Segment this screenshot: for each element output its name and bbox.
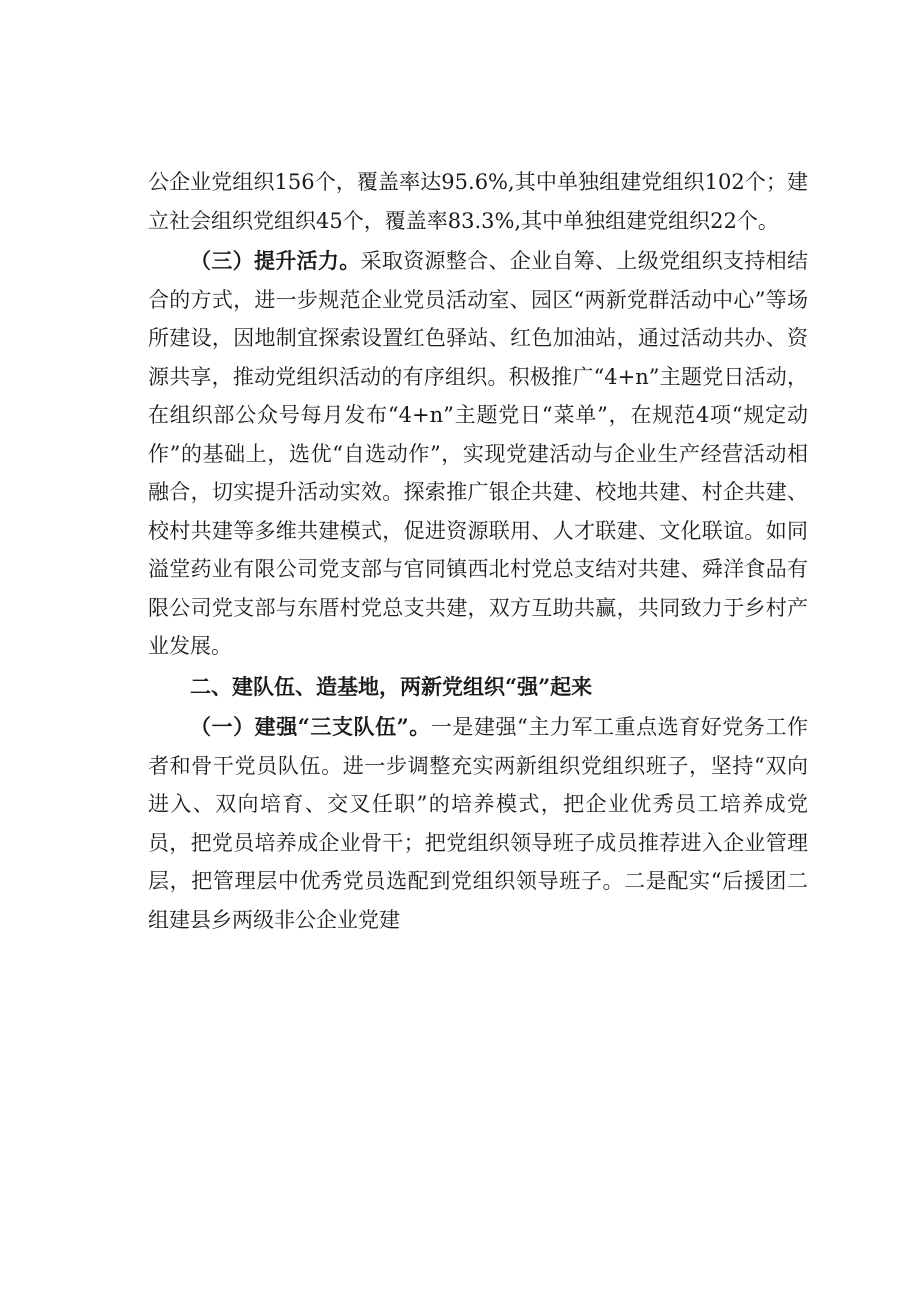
chapter-heading-text: 二、建队伍、造基地，两新党组织“强”起来 [190,673,593,699]
chapter-heading-build-team [148,668,808,707]
paragraph-enhance-vitality [148,242,808,666]
paragraph-text: 一是建强“主力军工重点选育好党务工作者和骨干党员队伍。进一步调整充实两新组织党组织班子，坚持“双向进入、双向培育、交叉任职”的培养模式，把企业优秀员工培养成党员，把党员培养成企业骨干；把党组织领导班子成员推荐进入企业管理层，把管理层中优秀党员选配到党组织领导班子。二是配实“后援团二组建县乡两级非公企业党建 [148,715,808,932]
section-heading-three-teams: （一）建强“三支队伍”。 [190,714,431,739]
section-heading-enhance-vitality: （三）提升活力。 [190,248,361,273]
document-body [148,163,808,939]
paragraph-text: 采取资源整合、企业自筹、上级党组织支持相结合的方式，进一步规范企业党员活动室、园区“两新党群活动中心”等场所建设，因地制宜探索设置红色驿站、红色加油站，通过活动共办、资源共享，推动党组织活动的有序组织。积极推广“4+n”主题党日活动，在组织部公众号每月发布“4+n”主题党日“菜单”，在规范4项“规定动作”的基础上，选优“自选动作”，实现党建活动与企业生产经营活动相融合，切实提升活动实效。探索推广银企共建、校地共建、村企共建、校村共建等多维共建模式，促进资源联用、人才联建、文化联谊。如同溢堂药业有限公司党支部与官同镇西北村党总支结对共建、舜洋食品有限公司党支部与东厝村党总支共建，双方互助共赢，共同致力于乡村产业发展。 [148,249,809,658]
paragraph-three-teams [148,708,808,939]
paragraph-org-coverage [148,163,808,240]
paragraph-text: 公企业党组织156个，覆盖率达95.6%,其中单独组建党组织102个；建立社会组织党组织45个，覆盖率83.3%,其中单独组建党组织22个。 [148,170,808,233]
